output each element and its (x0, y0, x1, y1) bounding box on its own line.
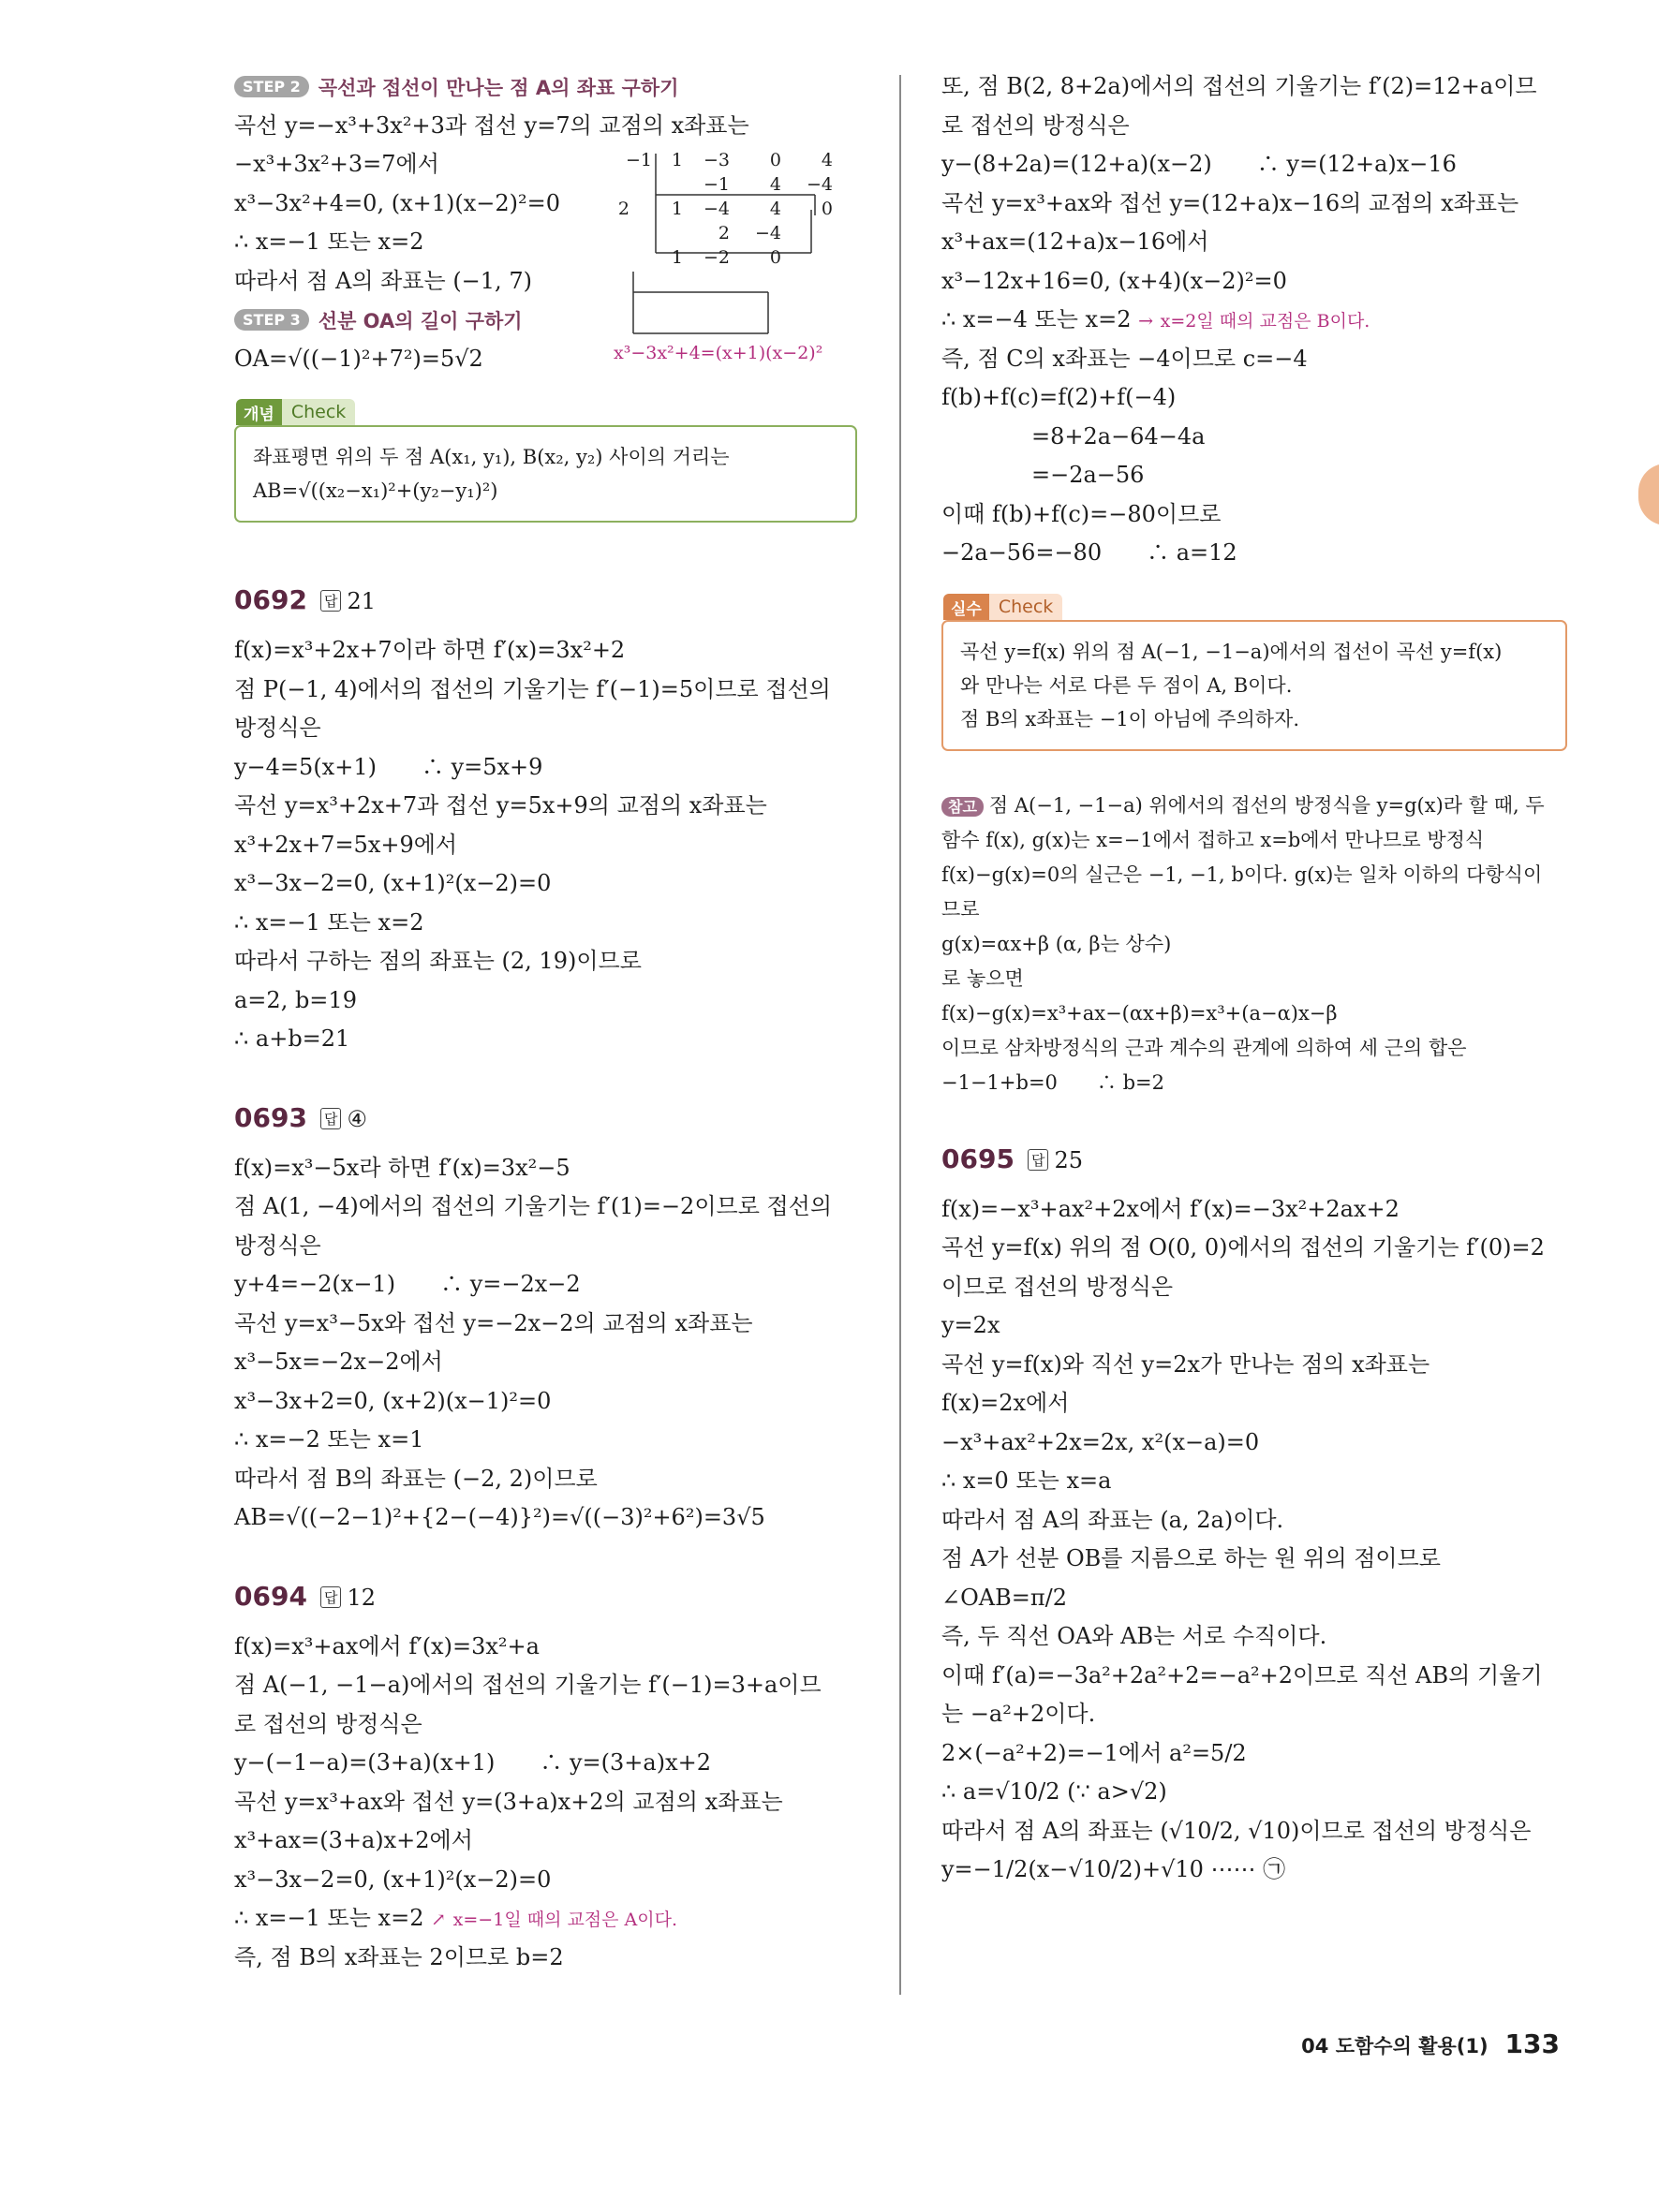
page-footer (1301, 2028, 1560, 2059)
text-line: 함수 f(x), g(x)는 x=−1에서 접하고 x=b에서 만나므로 방정식 (941, 828, 1485, 851)
text-line: f(x)=x³+2x+7이라 하면 f′(x)=3x²+2 (234, 637, 626, 663)
reference-text: 점 A(−1, −1−a) 위에서의 접선의 방정식을 y=g(x)라 할 때, 두 (988, 793, 1545, 817)
root-note: x=−1일 때의 교점은 A이다. (452, 1910, 678, 1930)
division-root: 2 (617, 199, 630, 219)
text-line: ∴ x=−2 또는 x=1 (234, 1426, 424, 1453)
division-cell: −3 (703, 150, 730, 170)
arrow-icon: → (1138, 311, 1154, 332)
text-line: 로 접선의 방정식은 (941, 111, 1130, 139)
division-cell: 4 (821, 150, 833, 170)
text-line: f(x)−g(x)=x³+ax−(αx+β)=x³+(a−α)x−β (941, 1001, 1338, 1025)
mistake-check (941, 594, 1567, 751)
text-line: 즉, 두 직선 OA와 AB는 서로 수직이다. (941, 1623, 1327, 1649)
text-line: OA=√((−1)²+7²)=5√2 (234, 345, 483, 372)
text-line: x³−3x²+4=0, (x+1)(x−2)²=0 (234, 189, 560, 216)
problem-number: 0692 (234, 584, 307, 615)
text-line: 2×(−a²+2)=−1에서 a²=5/2 (941, 1739, 1247, 1766)
answer-value: 12 (347, 1584, 376, 1611)
division-cell: 4 (769, 199, 781, 219)
answer-badge: 답 (1028, 1149, 1049, 1171)
root-note: x=2일 때의 교점은 B이다. (1160, 311, 1370, 332)
text-line: f(x)=x³−5x라 하면 f′(x)=3x²−5 (234, 1154, 570, 1181)
text-line: 점 A(−1, −1−a)에서의 접선의 기울기는 f′(−1)=3+a이므 (234, 1672, 822, 1698)
text-line: ∴ x=−1 또는 x=2 (234, 229, 424, 255)
text-line: 따라서 점 A의 좌표는 (√10/2, √10)이므로 접선의 방정식은 (941, 1817, 1532, 1844)
text-line: 또, 점 B(2, 8+2a)에서의 접선의 기울기는 f′(2)=12+a이므 (941, 73, 1537, 99)
concept-check (234, 399, 857, 523)
problem-0694 (234, 1581, 857, 1978)
text-line: −1−1+b=0 ∴ b=2 (941, 1070, 1164, 1094)
division-cell: 1 (671, 150, 683, 170)
text-line: 따라서 점 A의 좌표는 (a, 2a)이다. (941, 1506, 1284, 1533)
chapter-edge-tab (1638, 464, 1659, 525)
problem-0692 (234, 584, 857, 1059)
problem-header (234, 1102, 857, 1149)
root-line (941, 301, 1567, 340)
division-cell: −1 (703, 174, 730, 195)
text-line: f(x)−g(x)=0의 실근은 −1, −1, b이다. g(x)는 일차 이하의 다항식이 (941, 863, 1543, 886)
synthetic-division (600, 150, 871, 375)
answer-badge: 답 (320, 1586, 342, 1608)
check-line: 점 B의 x좌표는 −1이 아님에 주의하자. (960, 707, 1300, 730)
problem-number: 0693 (234, 1101, 307, 1133)
text-line: x³+2x+7=5x+9에서 (234, 831, 458, 858)
root-text: ∴ x=−4 또는 x=2 (941, 306, 1132, 332)
check-tab-label: Check (282, 399, 355, 425)
text-line: y−(8+2a)=(12+a)(x−2) ∴ y=(12+a)x−16 (941, 151, 1457, 177)
text-line: y−4=5(x+1) ∴ y=5x+9 (234, 753, 543, 780)
check-line: 와 만나는 서로 다른 두 점이 A, B이다. (960, 673, 1293, 697)
text-line: x³−5x=−2x−2에서 (234, 1349, 443, 1375)
text-line: 점 A가 선분 OB를 지름으로 하는 원 위의 점이므로 (941, 1545, 1441, 1571)
reference-first-line (941, 789, 1567, 823)
problem-number: 0694 (234, 1580, 307, 1612)
text-line: f(x)=−x³+ax²+2x에서 f′(x)=−3x²+2ax+2 (941, 1195, 1400, 1222)
text-line: −2a−56=−80 ∴ a=12 (941, 539, 1237, 566)
text-line: 따라서 점 B의 좌표는 (−2, 2)이므로 (234, 1465, 598, 1492)
text-line: −x³+3x²+3=7에서 (234, 151, 439, 177)
division-cell: 0 (821, 199, 833, 219)
text-line: x³−3x+2=0, (x+2)(x−1)²=0 (234, 1387, 552, 1414)
division-root: −1 (625, 150, 652, 170)
answer-value: ④ (347, 1105, 367, 1132)
text-line: 이때 f′(a)=−3a²+2a²+2=−a²+2이므로 직선 AB의 기울기 (941, 1661, 1543, 1688)
text-line: y=−1/2(x−√10/2)+√10 ⋯⋯ ㉠ (941, 1856, 1286, 1882)
text-line: 곡선 y=x³+ax와 접선 y=(3+a)x+2의 교점의 x좌표는 (234, 1788, 783, 1815)
mistake-check-box (941, 620, 1567, 751)
division-cell: 1 (671, 199, 683, 219)
arrow-icon: ↗ (431, 1910, 447, 1930)
check-tab-key: 실수 (943, 594, 989, 620)
root-line (234, 1899, 857, 1939)
problem-number: 0695 (941, 1143, 1015, 1174)
answer-badge: 답 (320, 590, 342, 612)
division-cell: 0 (769, 150, 781, 170)
text-line: −x³+ax²+2x=2x, x²(x−a)=0 (941, 1428, 1260, 1455)
text-line: x³−3x−2=0, (x+1)²(x−2)=0 (234, 870, 552, 896)
text-line: 곡선 y=−x³+3x²+3과 접선 y=7의 교점의 x좌표는 (234, 111, 749, 139)
concept-check-box (234, 425, 857, 523)
answer-badge: 답 (320, 1108, 342, 1129)
text-line: 방정식은 (234, 1231, 321, 1259)
text-line: 는 −a²+2이다. (941, 1701, 1096, 1727)
text-line: ∴ a+b=21 (234, 1025, 350, 1052)
text-line: y+4=−2(x−1) ∴ y=−2x−2 (234, 1271, 581, 1297)
step-title: 곡선과 접선이 만나는 점 A의 좌표 구하기 (318, 76, 679, 99)
text-line: ∴ x=0 또는 x=a (941, 1467, 1112, 1494)
text-line: AB=√((−2−1)²+{2−(−4)}²)=√((−3)²+6²)=3√5 (234, 1504, 765, 1530)
division-cell: −4 (754, 223, 781, 243)
mistake-check-tab (943, 594, 1062, 620)
division-cell: −4 (703, 199, 730, 219)
text-line: 므로 (941, 897, 980, 921)
text-line: 곡선 y=x³−5x와 접선 y=−2x−2의 교점의 x좌표는 (234, 1309, 753, 1336)
text-line: 곡선 y=x³+2x+7과 접선 y=5x+9의 교점의 x좌표는 (234, 792, 767, 818)
division-cell: 1 (671, 247, 683, 268)
text-line: 곡선 y=f(x) 위의 점 O(0, 0)에서의 접선의 기울기는 f′(0)=2 (941, 1234, 1545, 1261)
text-line: x³−3x−2=0, (x+1)²(x−2)=0 (234, 1865, 552, 1893)
answer-value: 21 (347, 588, 376, 614)
page-number: 133 (1504, 2028, 1560, 2059)
text-line: 따라서 구하는 점의 좌표는 (2, 19)이므로 (234, 948, 642, 974)
step-badge: STEP 2 (234, 76, 309, 97)
check-tab-key: 개념 (236, 399, 282, 425)
division-cell: −4 (806, 174, 833, 195)
division-cell: 0 (769, 247, 781, 268)
check-tab-label: Check (989, 594, 1062, 620)
text-line: a=2, b=19 (234, 986, 357, 1013)
problem-header (941, 1143, 1567, 1190)
text-line: f(b)+f(c)=f(2)+f(−4) (941, 384, 1177, 410)
answer-value: 25 (1054, 1146, 1083, 1173)
division-cell: 2 (718, 223, 730, 243)
step-badge: STEP 3 (234, 309, 309, 331)
text-line: x³+ax=(3+a)x+2에서 (234, 1827, 473, 1853)
check-line: 좌표평면 위의 두 점 A(x₁, y₁), B(x₂, y₂) 사이의 거리는 (253, 446, 730, 468)
reference-badge: 참고 (941, 797, 984, 817)
column-divider (899, 75, 901, 1995)
division-caption: x³−3x²+4=(x+1)(x−2)² (614, 343, 823, 363)
text-line: x³−12x+16=0, (x+4)(x−2)²=0 (941, 267, 1287, 294)
problem-header (234, 1581, 857, 1628)
division-cell: −2 (703, 247, 730, 268)
text-line: 점 A(1, −4)에서의 접선의 기울기는 f′(1)=−2이므로 접선의 (234, 1193, 833, 1219)
text-line: ∴ a=√10/2 (∵ a>√2) (941, 1778, 1167, 1805)
division-cell: 4 (769, 174, 781, 195)
problem-0693 (234, 1102, 857, 1538)
text-line: y−(−1−a)=(3+a)(x+1) ∴ y=(3+a)x+2 (234, 1749, 711, 1776)
root-text: ∴ x=−1 또는 x=2 (234, 1905, 424, 1931)
text-line: ∴ x=−1 또는 x=2 (234, 908, 424, 936)
text-line: g(x)=αx+β (α, β는 상수) (941, 932, 1172, 955)
text-line: ∠OAB=π/2 (941, 1584, 1067, 1611)
text-line: 로 접선의 방정식은 (234, 1710, 422, 1737)
text-line: 점 P(−1, 4)에서의 접선의 기울기는 f′(−1)=5이므로 접선의 (234, 675, 831, 702)
check-line: 곡선 y=f(x) 위의 점 A(−1, −1−a)에서의 접선이 곡선 y=f(x) (960, 640, 1503, 663)
text-line: 따라서 점 A의 좌표는 (−1, 7) (234, 267, 532, 294)
text-line: =8+2a−64−4a (941, 422, 1206, 450)
text-line: 곡선 y=x³+ax와 접선 y=(12+a)x−16의 교점의 x좌표는 (941, 189, 1519, 216)
check-line: AB=√((x₂−x₁)²+(y₂−y₁)²) (253, 479, 498, 502)
step-title: 선분 OA의 길이 구하기 (318, 309, 523, 332)
text-line: f(x)=x³+ax에서 f′(x)=3x²+a (234, 1632, 540, 1659)
text-line: y=2x (941, 1312, 1000, 1338)
text-line: 이므로 삼차방정식의 근과 계수의 관계에 의하여 세 근의 합은 (941, 1036, 1467, 1059)
text-line: f(x)=2x에서 (941, 1390, 1070, 1416)
reference-note (941, 789, 1567, 1100)
text-line: 이므로 접선의 방정식은 (941, 1273, 1174, 1300)
text-line: 방정식은 (234, 715, 321, 741)
text-line: 로 놓으면 (941, 966, 1024, 990)
text-line: 이때 f(b)+f(c)=−80이므로 (941, 500, 1222, 527)
text-line: 곡선 y=f(x)와 직선 y=2x가 만나는 점의 x좌표는 (941, 1350, 1430, 1378)
chapter-title: 04 도함수의 활용(1) (1301, 2035, 1489, 2057)
problem-header (234, 584, 857, 631)
text-line: =−2a−56 (941, 462, 1145, 488)
step2-header (234, 67, 857, 107)
text-line: x³+ax=(12+a)x−16에서 (941, 229, 1209, 255)
concept-check-tab (236, 399, 355, 425)
text-line: 즉, 점 B의 x좌표는 2이므로 b=2 (234, 1943, 564, 1970)
text-line: 즉, 점 C의 x좌표는 −4이므로 c=−4 (941, 345, 1308, 372)
problem-0695 (941, 1143, 1567, 1890)
right-column (941, 67, 1567, 1890)
